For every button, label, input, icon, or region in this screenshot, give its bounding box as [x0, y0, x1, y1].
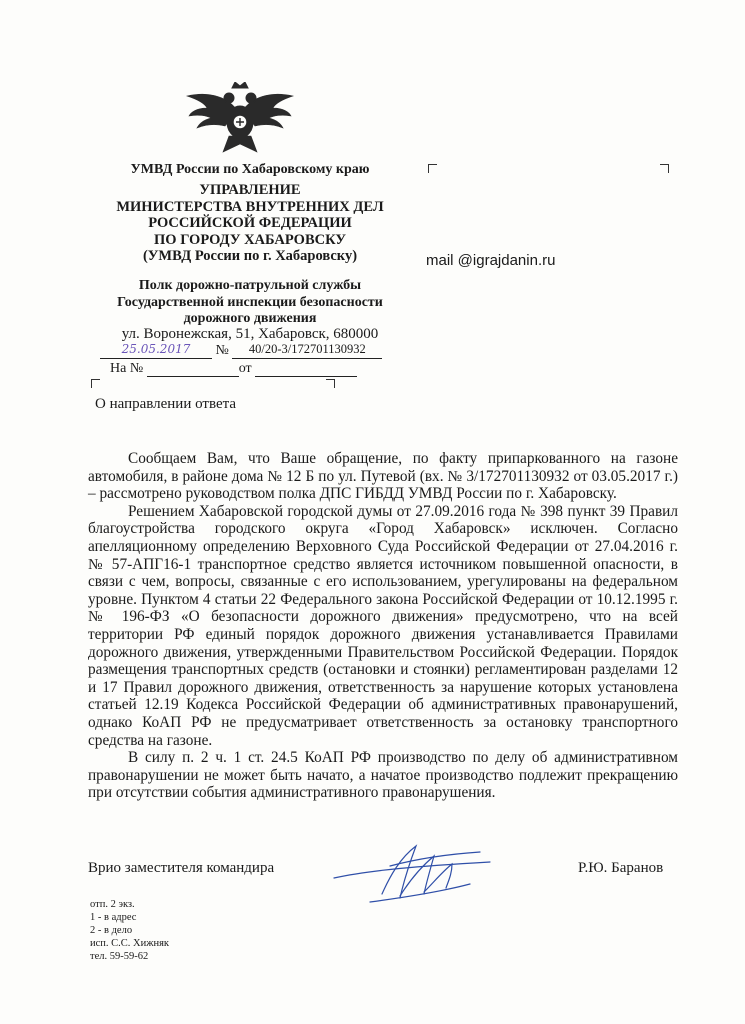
corner-mark: [660, 164, 669, 173]
reference-from-label: от: [238, 361, 252, 376]
body-paragraph: Сообщаем Вам, что Ваше обращение, по факту припаркованного на газоне автомобиля, в районе дома № 12 Б по ул. Путевой (вх. № 3/172701130932 от 03.05.2017 г.) – рассмотрено руководством полка ДПС ГИБДД УМВД России по г. Хабаровску.: [88, 450, 678, 503]
body-paragraph: В силу п. 2 ч. 1 ст. 24.5 КоАП РФ производство по делу об административном правонарушении не может быть начато, а начатое производство подлежит прекращению при отсутствии события административного правонарушения.: [88, 749, 678, 802]
copy-1-note: 1 - в адрес: [90, 912, 137, 923]
corner-mark: [326, 379, 335, 388]
unit-name: Полк дорожно-патрульной службы Государственной инспекции безопасности дорожного движения: [117, 278, 383, 326]
phone-note: тел. 59-59-62: [90, 951, 149, 962]
regional-office-line: УМВД России по Хабаровскому краю: [130, 162, 370, 177]
reference-number-blank: [147, 360, 239, 377]
executor-note: исп. С.С. Хижняк: [90, 938, 170, 949]
office-address: ул. Воронежская, 51, Хабаровск, 680000: [121, 326, 379, 342]
corner-mark: [91, 379, 100, 388]
footer-notes: [90, 898, 169, 963]
recipient-email: mail @igrajdanin.ru: [426, 252, 556, 269]
organization-name: УПРАВЛЕНИЕ МИНИСТЕРСТВА ВНУТРЕННИХ ДЕЛ РОССИЙСКОЙ ФЕДЕРАЦИИ ПО ГОРОДУ ХАБАРОВСКУ (УМВД России по г. Хабаровску): [116, 182, 384, 264]
letter-body: [88, 450, 678, 802]
reference-line: [110, 360, 357, 377]
signatory-position: Врио заместителя командира: [88, 860, 275, 876]
reference-date-blank: [255, 360, 357, 377]
corner-mark: [428, 164, 437, 173]
double-headed-eagle-emblem-icon: [185, 82, 295, 160]
outgoing-date: 25.05.2017: [100, 342, 212, 359]
handwritten-signature-icon: [330, 836, 500, 908]
subject-line: О направлении ответа: [95, 396, 237, 412]
reference-label: На №: [110, 361, 144, 376]
number-sign: №: [215, 343, 229, 358]
outgoing-number: 40/20-3/172701130932: [232, 342, 382, 359]
copy-2-note: 2 - в дело: [90, 925, 133, 936]
registration-line: [100, 342, 400, 359]
signatory-name: Р.Ю. Баранов: [578, 860, 664, 876]
body-paragraph: Решением Хабаровской городской думы от 27.09.2016 года № 398 пункт 39 Правил благоустройства городского округа «Город Хабаровск» исключен. Согласно апелляционному определению Верховного Суда Российской Федерации от 27.04.2016 г. № 57-АПГ16-1 транспортное средство является источником повышенной опасности, в связи с чем, вопросы, связанные с его использованием, урегулированы на федеральном уровне. Пунктом 4 статьи 22 Федерального закона Российской Федерации от 10.12.1995 г. № 196-ФЗ «О безопасности дорожного движения» предусмотрено, что на всей территории РФ единый порядок дорожного движения устанавливается Правилами дорожного движения, утвержденными Правительством Российской Федерации. Порядок размещения транспортных средств (остановки и стоянки) регламентирован разделами 12 и 17 Правил дорожного движения, ответственность за нарушение которых установлена статьей 12.19 Кодекса Российской Федерации об административных правонарушений, однако КоАП РФ не предусматривает ответственность за остановку транспортного средства на газоне.: [88, 502, 678, 749]
copies-note: отп. 2 экз.: [90, 899, 135, 910]
